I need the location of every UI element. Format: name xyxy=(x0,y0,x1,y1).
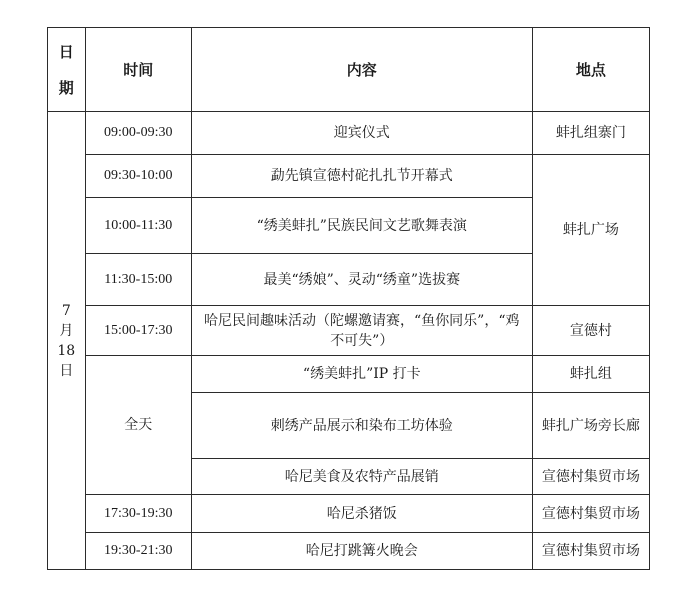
time-cell: 全天 xyxy=(85,356,191,495)
content-cell: 哈尼杀猪饭 xyxy=(191,495,532,533)
content-cell: 哈尼打跳篝火晚会 xyxy=(191,533,532,570)
header-content: 内容 xyxy=(191,28,532,112)
table-row xyxy=(48,495,650,533)
content-cell: 勐先镇宣德村砣扎扎节开幕式 xyxy=(191,155,532,198)
content-cell: 哈尼民间趣味活动（陀螺邀请赛，“鱼你同乐”，“鸡不可失”） xyxy=(191,306,532,356)
header-place: 地点 xyxy=(532,28,649,112)
date-cell xyxy=(48,112,86,570)
date-month: 7 xyxy=(61,302,71,319)
header-time: 时间 xyxy=(85,28,191,112)
place-cell: 宣德村集贸市场 xyxy=(532,459,649,495)
content-cell: “绣美蚌扎”民族民间文艺歌舞表演 xyxy=(191,198,532,254)
time-cell: 10:00-11:30 xyxy=(85,198,191,254)
place-cell: 宣德村集贸市场 xyxy=(532,495,649,533)
content-cell: 最美“绣娘”、灵动“绣童”选拔赛 xyxy=(191,254,532,306)
content-cell: 迎宾仪式 xyxy=(191,112,532,155)
header-date-line2: 期 xyxy=(58,78,74,97)
time-cell: 09:30-10:00 xyxy=(85,155,191,198)
content-cell: “绣美蚌扎”IP 打卡 xyxy=(191,356,532,393)
time-cell: 19:30-21:30 xyxy=(85,533,191,570)
header-date xyxy=(48,28,86,112)
date-day: 18 xyxy=(57,342,76,359)
schedule-table xyxy=(47,27,650,570)
place-cell: 蚌扎组 xyxy=(532,356,649,393)
place-cell: 蚌扎组寨门 xyxy=(532,112,649,155)
table-row xyxy=(48,112,650,155)
table-row xyxy=(48,306,650,356)
header-date-line1: 日 xyxy=(58,42,74,61)
header-row xyxy=(48,28,650,112)
table-row xyxy=(48,155,650,198)
time-cell: 11:30-15:00 xyxy=(85,254,191,306)
place-cell: 蚌扎广场旁长廊 xyxy=(532,393,649,459)
date-month-unit: 月 xyxy=(59,322,74,339)
table-row xyxy=(48,356,650,393)
date-day-unit: 日 xyxy=(59,362,74,379)
content-cell: 哈尼美食及农特产品展销 xyxy=(191,459,532,495)
place-cell: 蚌扎广场 xyxy=(532,155,649,306)
place-cell: 宣德村集贸市场 xyxy=(532,533,649,570)
time-cell: 17:30-19:30 xyxy=(85,495,191,533)
place-cell: 宣德村 xyxy=(532,306,649,356)
time-cell: 15:00-17:30 xyxy=(85,306,191,356)
time-cell: 09:00-09:30 xyxy=(85,112,191,155)
table-row xyxy=(48,533,650,570)
content-cell: 刺绣产品展示和染布工坊体验 xyxy=(191,393,532,459)
